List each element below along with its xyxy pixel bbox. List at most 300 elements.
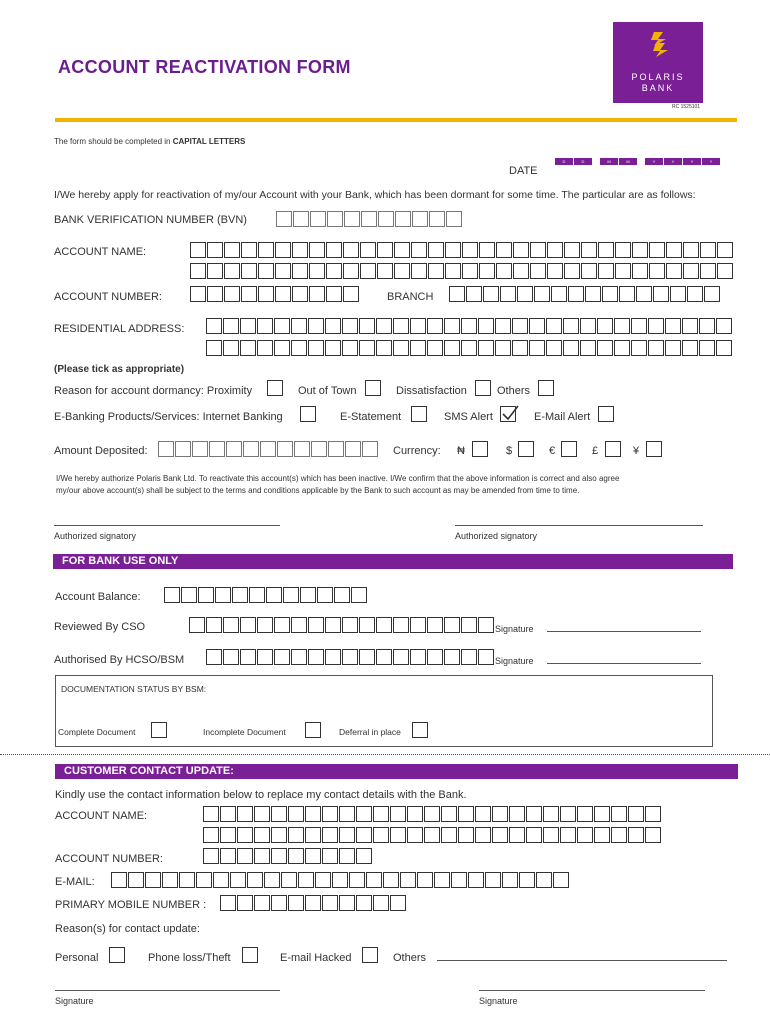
char-box[interactable] (446, 211, 462, 227)
char-box[interactable] (632, 242, 648, 258)
char-box[interactable] (274, 340, 290, 356)
email-hacked-checkbox[interactable] (362, 947, 378, 963)
char-box[interactable] (410, 617, 426, 633)
char-box[interactable] (203, 827, 219, 843)
char-box[interactable] (190, 286, 206, 302)
deferral-checkbox[interactable] (412, 722, 428, 738)
char-box[interactable] (247, 872, 263, 888)
char-box[interactable] (254, 895, 270, 911)
account-name-input-row2[interactable] (190, 263, 734, 279)
char-box[interactable] (271, 895, 287, 911)
char-box[interactable] (475, 806, 491, 822)
char-box[interactable] (274, 318, 290, 334)
char-box[interactable] (563, 340, 579, 356)
char-box[interactable] (258, 263, 274, 279)
char-box[interactable] (551, 286, 567, 302)
char-box[interactable] (682, 340, 698, 356)
char-box[interactable] (224, 286, 240, 302)
char-box[interactable] (393, 649, 409, 665)
char-box[interactable] (190, 242, 206, 258)
char-box[interactable] (196, 872, 212, 888)
char-box[interactable] (277, 441, 293, 457)
pound-checkbox[interactable] (605, 441, 621, 457)
char-box[interactable] (305, 848, 321, 864)
char-box[interactable] (237, 806, 253, 822)
char-box[interactable] (534, 286, 550, 302)
char-box[interactable] (175, 441, 191, 457)
char-box[interactable] (339, 827, 355, 843)
char-box[interactable] (325, 617, 341, 633)
char-box[interactable] (496, 242, 512, 258)
char-box[interactable] (241, 242, 257, 258)
char-box[interactable] (602, 286, 618, 302)
char-box[interactable] (492, 827, 508, 843)
char-box[interactable] (526, 827, 542, 843)
char-box[interactable] (292, 263, 308, 279)
char-box[interactable] (309, 286, 325, 302)
char-box[interactable] (220, 895, 236, 911)
char-box[interactable] (322, 895, 338, 911)
char-box[interactable] (585, 286, 601, 302)
char-box[interactable] (339, 848, 355, 864)
char-box[interactable] (478, 617, 494, 633)
char-box[interactable] (492, 806, 508, 822)
char-box[interactable] (275, 263, 291, 279)
char-box[interactable] (274, 617, 290, 633)
char-box[interactable] (568, 286, 584, 302)
char-box[interactable] (619, 286, 635, 302)
signatory-line-left[interactable] (54, 525, 280, 526)
char-box[interactable] (328, 441, 344, 457)
char-box[interactable] (293, 211, 309, 227)
e-statement-checkbox[interactable] (411, 406, 427, 422)
char-box[interactable] (478, 340, 494, 356)
char-box[interactable] (271, 827, 287, 843)
char-box[interactable] (648, 340, 664, 356)
char-box[interactable] (325, 318, 341, 334)
char-box[interactable] (179, 872, 195, 888)
char-box[interactable] (298, 872, 314, 888)
char-box[interactable] (547, 263, 563, 279)
char-box[interactable] (716, 340, 732, 356)
char-box[interactable] (362, 441, 378, 457)
char-box[interactable] (699, 340, 715, 356)
char-box[interactable] (327, 211, 343, 227)
char-box[interactable] (407, 827, 423, 843)
char-box[interactable] (645, 806, 661, 822)
char-box[interactable] (411, 263, 427, 279)
char-box[interactable] (308, 318, 324, 334)
char-box[interactable] (288, 895, 304, 911)
char-box[interactable] (485, 872, 501, 888)
char-box[interactable] (400, 872, 416, 888)
char-box[interactable] (597, 340, 613, 356)
char-box[interactable] (288, 848, 304, 864)
char-box[interactable] (342, 617, 358, 633)
char-box[interactable] (632, 263, 648, 279)
char-box[interactable] (648, 318, 664, 334)
phone-loss-checkbox[interactable] (242, 947, 258, 963)
amount-deposited-input[interactable] (158, 441, 379, 457)
char-box[interactable] (496, 263, 512, 279)
char-box[interactable] (614, 340, 630, 356)
char-box[interactable] (322, 827, 338, 843)
char-box[interactable] (699, 318, 715, 334)
char-box[interactable] (666, 263, 682, 279)
char-box[interactable] (300, 587, 316, 603)
char-box[interactable] (332, 872, 348, 888)
char-box[interactable] (483, 286, 499, 302)
char-box[interactable] (502, 872, 518, 888)
char-box[interactable] (342, 318, 358, 334)
char-box[interactable] (361, 211, 377, 227)
char-box[interactable] (594, 806, 610, 822)
char-box[interactable] (190, 263, 206, 279)
char-box[interactable] (359, 649, 375, 665)
e-mail-alert-checkbox[interactable] (598, 406, 614, 422)
char-box[interactable] (257, 318, 273, 334)
char-box[interactable] (206, 318, 222, 334)
personal-checkbox[interactable] (109, 947, 125, 963)
char-box[interactable] (653, 286, 669, 302)
char-box[interactable] (458, 827, 474, 843)
char-box[interactable] (309, 242, 325, 258)
char-box[interactable] (213, 872, 229, 888)
char-box[interactable] (462, 242, 478, 258)
char-box[interactable] (517, 286, 533, 302)
char-box[interactable] (344, 211, 360, 227)
char-box[interactable] (546, 340, 562, 356)
char-box[interactable] (529, 318, 545, 334)
char-box[interactable] (560, 827, 576, 843)
char-box[interactable] (240, 340, 256, 356)
char-box[interactable] (458, 806, 474, 822)
char-box[interactable] (376, 318, 392, 334)
char-box[interactable] (209, 441, 225, 457)
char-box[interactable] (220, 806, 236, 822)
char-box[interactable] (226, 441, 242, 457)
char-box[interactable] (243, 441, 259, 457)
char-box[interactable] (441, 806, 457, 822)
char-box[interactable] (230, 872, 246, 888)
char-box[interactable] (308, 340, 324, 356)
signatory-line-right[interactable] (455, 525, 703, 526)
char-box[interactable] (223, 318, 239, 334)
contact-account-name-row2[interactable] (203, 827, 662, 843)
char-box[interactable] (444, 617, 460, 633)
char-box[interactable] (665, 318, 681, 334)
char-box[interactable] (349, 872, 365, 888)
char-box[interactable] (530, 242, 546, 258)
char-box[interactable] (631, 318, 647, 334)
char-box[interactable] (189, 617, 205, 633)
char-box[interactable] (260, 441, 276, 457)
char-box[interactable] (311, 441, 327, 457)
char-box[interactable] (649, 263, 665, 279)
char-box[interactable] (500, 286, 516, 302)
char-box[interactable] (192, 441, 208, 457)
char-box[interactable] (257, 617, 273, 633)
char-box[interactable] (594, 827, 610, 843)
char-box[interactable] (683, 263, 699, 279)
char-box[interactable] (305, 827, 321, 843)
char-box[interactable] (427, 649, 443, 665)
mobile-input[interactable] (220, 895, 407, 911)
address-input-row2[interactable] (206, 340, 733, 356)
char-box[interactable] (611, 806, 627, 822)
char-box[interactable] (291, 617, 307, 633)
char-box[interactable] (394, 242, 410, 258)
char-box[interactable] (428, 242, 444, 258)
char-box[interactable] (207, 286, 223, 302)
char-box[interactable] (220, 848, 236, 864)
euro-checkbox[interactable] (561, 441, 577, 457)
char-box[interactable] (291, 340, 307, 356)
account-number-input[interactable] (190, 286, 360, 302)
account-balance-input[interactable] (164, 587, 368, 603)
char-box[interactable] (377, 263, 393, 279)
char-box[interactable] (479, 242, 495, 258)
char-box[interactable] (519, 872, 535, 888)
char-box[interactable] (466, 286, 482, 302)
char-box[interactable] (468, 872, 484, 888)
char-box[interactable] (611, 827, 627, 843)
char-box[interactable] (158, 441, 174, 457)
char-box[interactable] (181, 587, 197, 603)
char-box[interactable] (424, 827, 440, 843)
char-box[interactable] (356, 848, 372, 864)
char-box[interactable] (428, 263, 444, 279)
char-box[interactable] (553, 872, 569, 888)
char-box[interactable] (249, 587, 265, 603)
char-box[interactable] (478, 318, 494, 334)
char-box[interactable] (258, 242, 274, 258)
char-box[interactable] (264, 872, 280, 888)
char-box[interactable] (308, 649, 324, 665)
char-box[interactable] (445, 263, 461, 279)
char-box[interactable] (445, 242, 461, 258)
char-box[interactable] (356, 827, 372, 843)
char-box[interactable] (373, 827, 389, 843)
char-box[interactable] (326, 286, 342, 302)
char-box[interactable] (495, 340, 511, 356)
char-box[interactable] (564, 242, 580, 258)
char-box[interactable] (359, 617, 375, 633)
char-box[interactable] (240, 617, 256, 633)
char-box[interactable] (700, 263, 716, 279)
char-box[interactable] (543, 827, 559, 843)
char-box[interactable] (145, 872, 161, 888)
char-box[interactable] (376, 617, 392, 633)
char-box[interactable] (577, 806, 593, 822)
char-box[interactable] (237, 848, 253, 864)
char-box[interactable] (257, 649, 273, 665)
char-box[interactable] (683, 242, 699, 258)
char-box[interactable] (636, 286, 652, 302)
char-box[interactable] (275, 286, 291, 302)
char-box[interactable] (223, 340, 239, 356)
char-box[interactable] (393, 340, 409, 356)
char-box[interactable] (427, 318, 443, 334)
char-box[interactable] (577, 827, 593, 843)
char-box[interactable] (232, 587, 248, 603)
char-box[interactable] (513, 242, 529, 258)
char-box[interactable] (223, 649, 239, 665)
char-box[interactable] (206, 649, 222, 665)
char-box[interactable] (377, 242, 393, 258)
char-box[interactable] (526, 806, 542, 822)
char-box[interactable] (395, 211, 411, 227)
char-box[interactable] (241, 286, 257, 302)
char-box[interactable] (359, 340, 375, 356)
char-box[interactable] (359, 318, 375, 334)
char-box[interactable] (254, 806, 270, 822)
char-box[interactable] (434, 872, 450, 888)
char-box[interactable] (241, 263, 257, 279)
char-box[interactable] (360, 242, 376, 258)
char-box[interactable] (580, 318, 596, 334)
char-box[interactable] (615, 242, 631, 258)
char-box[interactable] (309, 263, 325, 279)
char-box[interactable] (478, 649, 494, 665)
reviewed-signature-line[interactable] (547, 631, 701, 632)
char-box[interactable] (390, 827, 406, 843)
contact-account-number-input[interactable] (203, 848, 373, 864)
char-box[interactable] (376, 649, 392, 665)
contact-signature-line-left[interactable] (55, 990, 280, 991)
char-box[interactable] (682, 318, 698, 334)
char-box[interactable] (291, 318, 307, 334)
char-box[interactable] (366, 872, 382, 888)
char-box[interactable] (598, 263, 614, 279)
contact-account-name-row1[interactable] (203, 806, 662, 822)
char-box[interactable] (281, 872, 297, 888)
naira-checkbox[interactable] (472, 441, 488, 457)
char-box[interactable] (393, 617, 409, 633)
char-box[interactable] (294, 441, 310, 457)
char-box[interactable] (479, 263, 495, 279)
char-box[interactable] (203, 848, 219, 864)
char-box[interactable] (444, 340, 460, 356)
address-input-row1[interactable] (206, 318, 733, 334)
char-box[interactable] (326, 242, 342, 258)
char-box[interactable] (360, 263, 376, 279)
char-box[interactable] (444, 318, 460, 334)
char-box[interactable] (560, 806, 576, 822)
internet-banking-checkbox[interactable] (300, 406, 316, 422)
char-box[interactable] (292, 286, 308, 302)
char-box[interactable] (274, 649, 290, 665)
char-box[interactable] (334, 587, 350, 603)
char-box[interactable] (462, 263, 478, 279)
proximity-checkbox[interactable] (267, 380, 283, 396)
char-box[interactable] (162, 872, 178, 888)
char-box[interactable] (665, 340, 681, 356)
char-box[interactable] (495, 318, 511, 334)
char-box[interactable] (410, 649, 426, 665)
char-box[interactable] (563, 318, 579, 334)
char-box[interactable] (407, 806, 423, 822)
char-box[interactable] (266, 587, 282, 603)
contact-signature-line-right[interactable] (479, 990, 705, 991)
char-box[interactable] (614, 318, 630, 334)
authorised-by-input[interactable] (206, 649, 495, 665)
char-box[interactable] (315, 872, 331, 888)
char-box[interactable] (451, 872, 467, 888)
char-box[interactable] (220, 827, 236, 843)
char-box[interactable] (343, 263, 359, 279)
char-box[interactable] (288, 806, 304, 822)
char-box[interactable] (207, 242, 223, 258)
char-box[interactable] (645, 827, 661, 843)
char-box[interactable] (475, 827, 491, 843)
char-box[interactable] (310, 211, 326, 227)
date-field[interactable] (555, 158, 721, 165)
char-box[interactable] (631, 340, 647, 356)
bvn-input[interactable] (276, 211, 463, 227)
char-box[interactable] (207, 263, 223, 279)
char-box[interactable] (598, 242, 614, 258)
char-box[interactable] (411, 242, 427, 258)
char-box[interactable] (376, 340, 392, 356)
char-box[interactable] (164, 587, 180, 603)
char-box[interactable] (410, 340, 426, 356)
char-box[interactable] (373, 806, 389, 822)
char-box[interactable] (429, 211, 445, 227)
yen-checkbox[interactable] (646, 441, 662, 457)
char-box[interactable] (546, 318, 562, 334)
char-box[interactable] (224, 242, 240, 258)
char-box[interactable] (271, 806, 287, 822)
char-box[interactable] (390, 895, 406, 911)
char-box[interactable] (206, 617, 222, 633)
char-box[interactable] (288, 827, 304, 843)
char-box[interactable] (394, 263, 410, 279)
incomplete-document-checkbox[interactable] (305, 722, 321, 738)
char-box[interactable] (717, 263, 733, 279)
char-box[interactable] (424, 806, 440, 822)
char-box[interactable] (461, 318, 477, 334)
others-checkbox[interactable] (538, 380, 554, 396)
char-box[interactable] (339, 895, 355, 911)
char-box[interactable] (275, 242, 291, 258)
char-box[interactable] (649, 242, 665, 258)
char-box[interactable] (240, 318, 256, 334)
char-box[interactable] (351, 587, 367, 603)
char-box[interactable] (356, 895, 372, 911)
char-box[interactable] (224, 263, 240, 279)
char-box[interactable] (687, 286, 703, 302)
char-box[interactable] (512, 318, 528, 334)
email-input[interactable] (111, 872, 570, 888)
char-box[interactable] (513, 263, 529, 279)
char-box[interactable] (461, 340, 477, 356)
char-box[interactable] (305, 806, 321, 822)
char-box[interactable] (717, 242, 733, 258)
char-box[interactable] (666, 242, 682, 258)
char-box[interactable] (704, 286, 720, 302)
char-box[interactable] (383, 872, 399, 888)
char-box[interactable] (257, 340, 273, 356)
char-box[interactable] (581, 242, 597, 258)
char-box[interactable] (292, 242, 308, 258)
char-box[interactable] (325, 340, 341, 356)
char-box[interactable] (615, 263, 631, 279)
char-box[interactable] (254, 848, 270, 864)
char-box[interactable] (322, 848, 338, 864)
char-box[interactable] (271, 848, 287, 864)
char-box[interactable] (461, 617, 477, 633)
